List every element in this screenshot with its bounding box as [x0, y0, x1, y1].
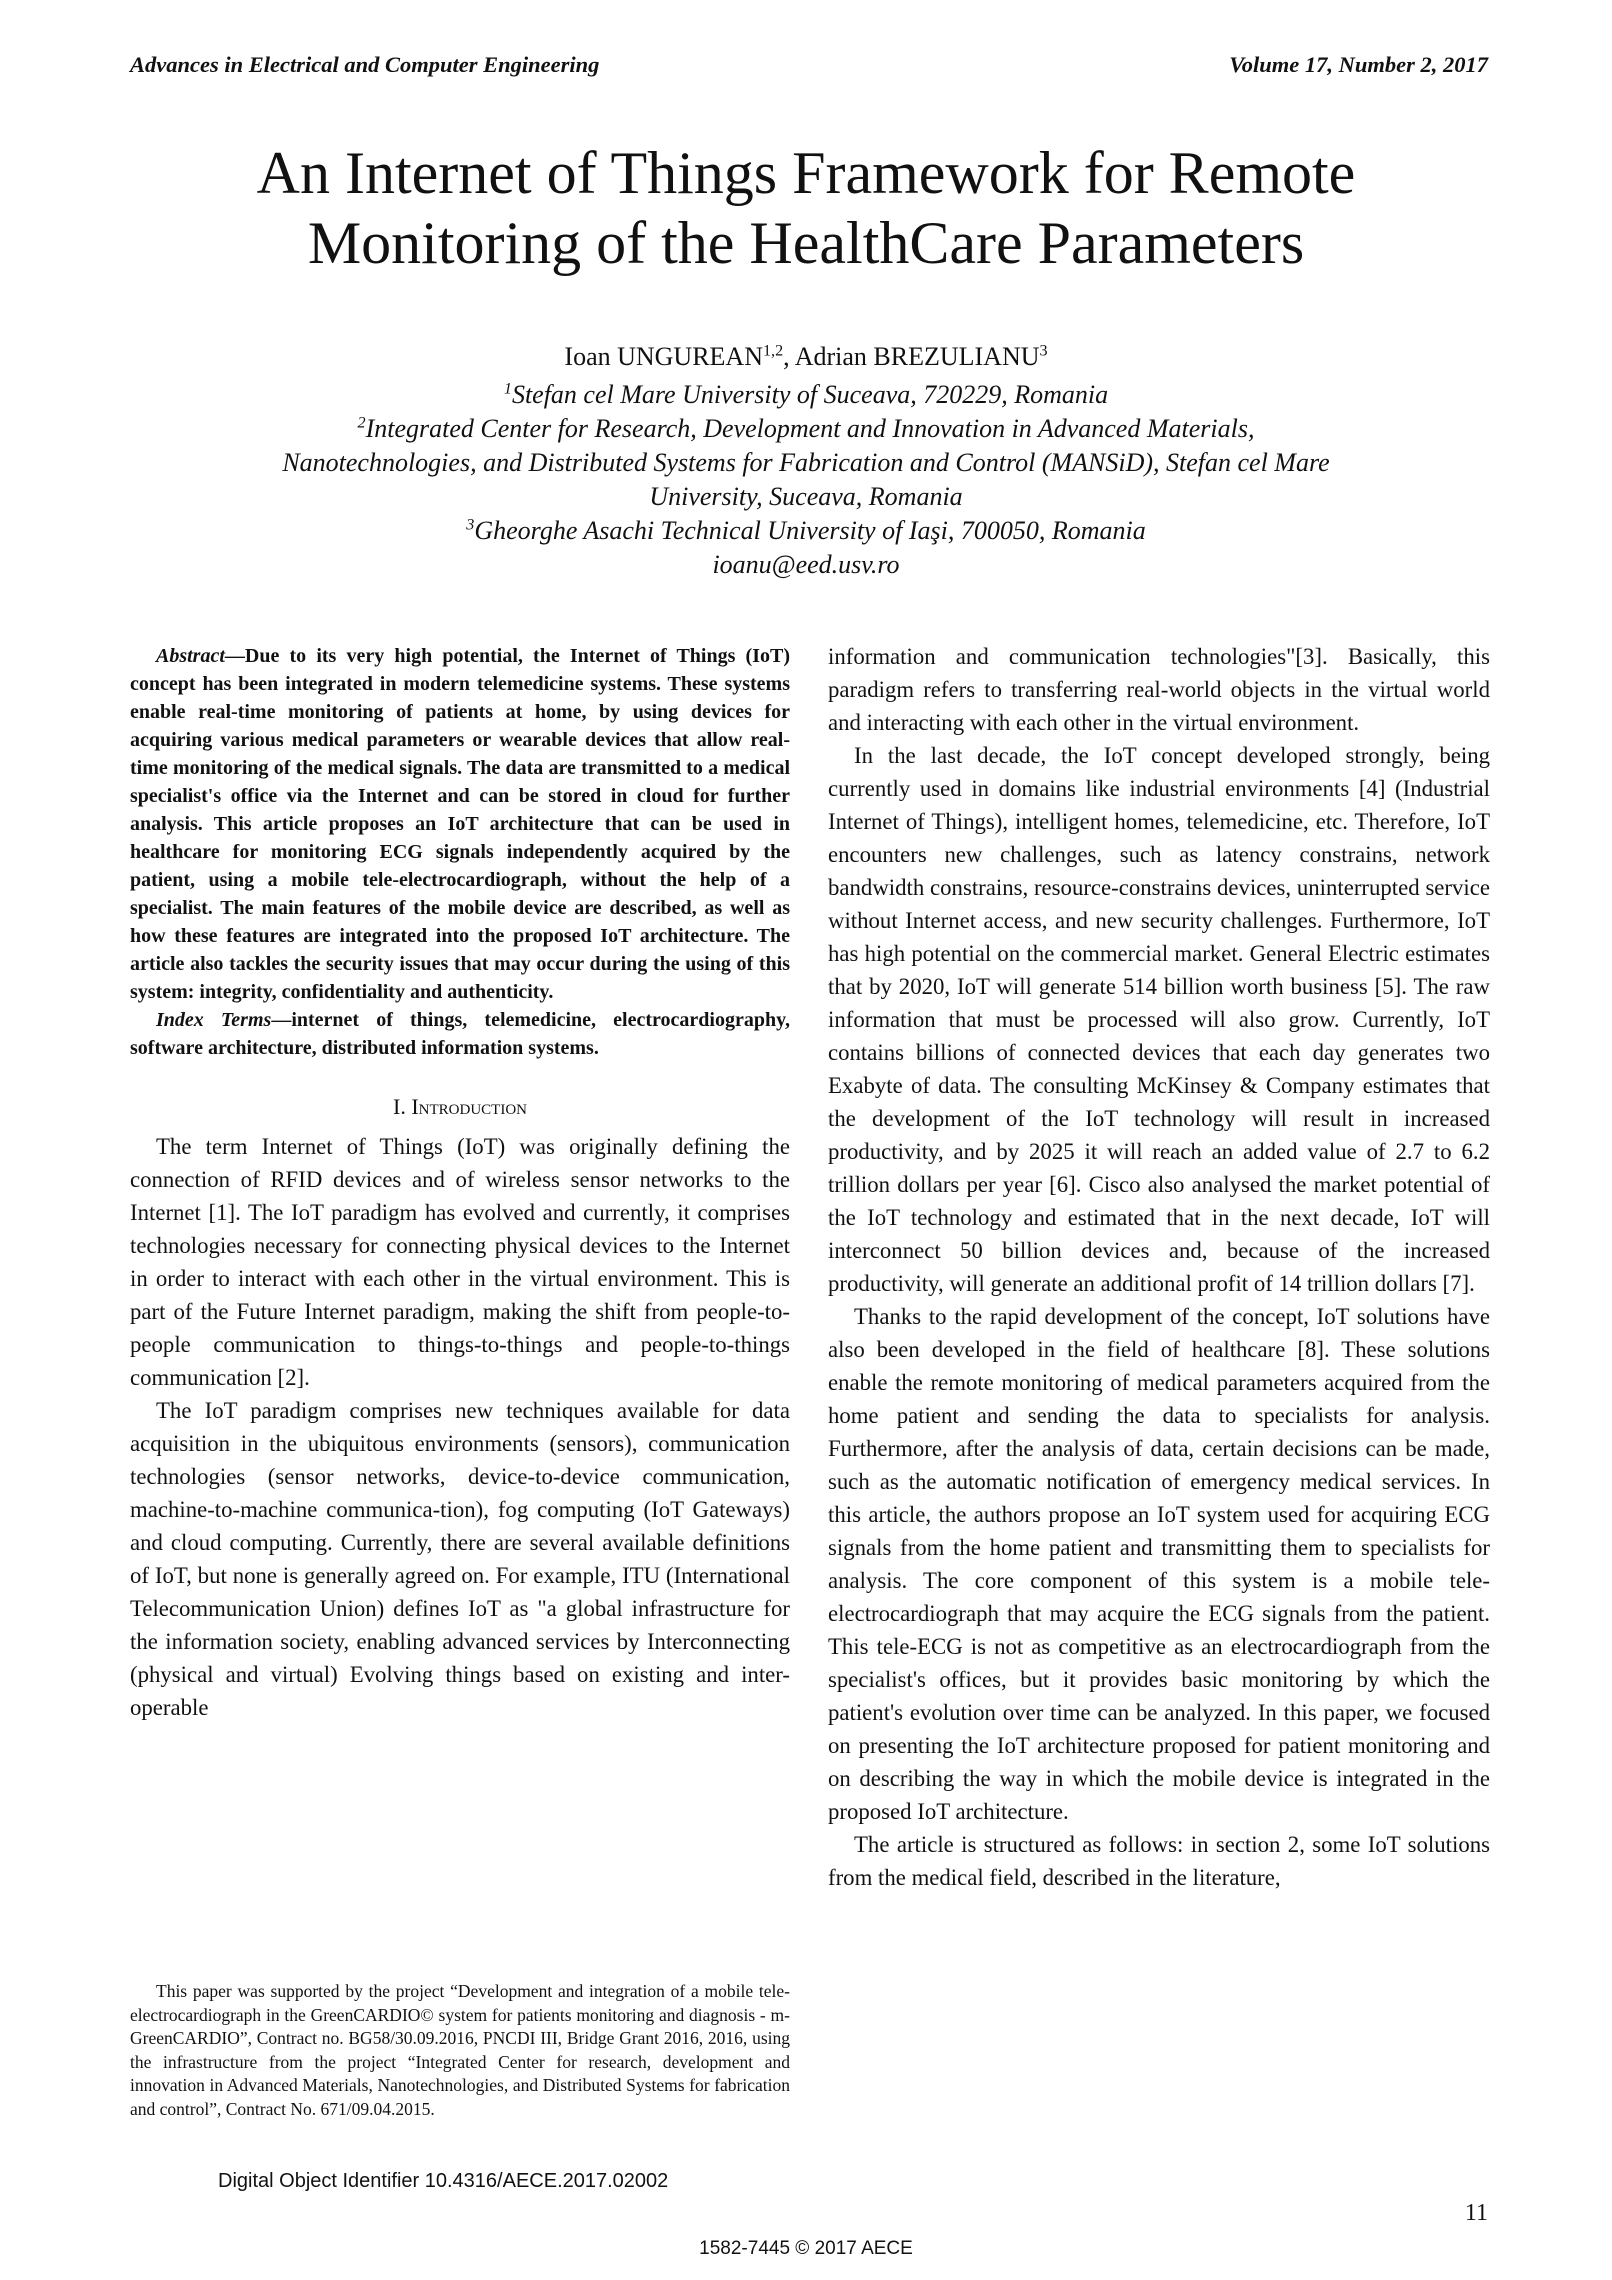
affiliation-3	[0, 514, 1612, 548]
index-terms	[130, 1006, 790, 1062]
author-1-affil: 1,2	[763, 342, 784, 360]
affiliation-2-number: 2	[357, 414, 366, 432]
section-heading-introduction	[130, 1092, 790, 1122]
affiliation-2-cont-2: University, Suceava, Romania	[649, 482, 963, 511]
left-column	[130, 642, 790, 1724]
right-column	[828, 640, 1490, 1894]
index-terms-text: internet of things, telemedicine, electrocardiography, software architecture, distributed information systems.	[130, 1009, 790, 1059]
author-list	[0, 340, 1612, 374]
body-paragraph: Thanks to the rapid development of the concept, IoT solutions have also been developed in the field of healthcare [8]. These solutions enable the remote monitoring of medical parameters acquired from the home patient and sending the data to specialists for analysis. Furthermore, after the analysis of data, certain decisions can be made, such as the automatic notification of emergency medical services. In this article, the authors propose an IoT system used for acquiring ECG signals from the home patient and transmitting them to specialists for analysis. The core component of this system is a mobile tele-electrocardiograph that may acquire the ECG signals from the patient. This tele-ECG is not as competitive as an electrocardiograph from the specialist's offices, but it provides basic monitoring by which the patient's evolution over time can be analyzed. In this paper, we focused on presenting the IoT architecture proposed for patient monitoring and on describing the way in which the mobile device is integrated in the proposed IoT architecture.	[828, 1304, 1490, 1824]
doi: Digital Object Identifier 10.4316/AECE.2017.02002	[218, 2170, 669, 2192]
affiliation-2	[0, 412, 1612, 446]
affiliation-3-number: 3	[466, 516, 475, 534]
abstract	[130, 642, 790, 1006]
affiliation-1-number: 1	[503, 380, 512, 398]
affiliations	[0, 378, 1612, 582]
affiliation-1-text: Stefan cel Mare University of Suceava, 720229, Romania	[511, 380, 1109, 409]
body-paragraph: information and communication technologies"[3]. Basically, this paradigm refers to transferring real-world objects in the virtual world and interacting with each other in the virtual environment.	[828, 644, 1490, 735]
index-terms-label: Index Terms	[156, 1009, 272, 1031]
section-number: I.	[393, 1094, 412, 1119]
affiliation-1	[0, 378, 1612, 412]
body-paragraph: In the last decade, the IoT concept developed strongly, being currently used in domains like industrial environments [4] (Industrial Internet of Things), intelligent homes, telemedicine, etc. Therefore, IoT encounters new challenges, such as latency constrains, network bandwidth constrains, resource-constrains devices, uninterrupted service without Internet access, and new security challenges. Furthermore, IoT has high potential on the commercial market. General Electric estimates that by 2020, IoT will generate 514 billion worth business [5]. The raw information that must be processed will also grow. Currently, IoT contains billions of connected devices that each day generates two Exabyte of data. The consulting McKinsey & Company estimates that the development of the IoT technology will result in increased productivity, and by 2025 it will reach an added value of 2.7 to 6.2 trillion dollars per year [6]. Cisco also analysed the market potential of the IoT technology and estimated that in the next decade, IoT will interconnect 50 billion devices and, because of the increased productivity, will generate an additional profit of 14 trillion dollars [7].	[828, 743, 1490, 1296]
body-paragraph: The IoT paradigm comprises new techniques available for data acquisition in the ubiquitous environments (sensors), communication technologies (sensor networks, device-to-device communication, machine-to-machine communica-tion), fog computing (IoT Gateways) and cloud computing. Currently, there are several available definitions of IoT, but none is generally agreed on. For example, ITU (International Telecommunication Union) defines IoT as "a global infrastructure for the information society, enabling advanced services by Interconnecting (physical and virtual) Evolving things based on existing and inter-operable	[130, 1398, 790, 1720]
section-title: Introduction	[411, 1094, 527, 1119]
journal-name: Advances in Electrical and Computer Engineering	[130, 52, 600, 77]
author-separator: ,	[783, 342, 795, 371]
author-email: ioanu@eed.usv.ro	[712, 550, 900, 579]
affiliation-2-line-1: Integrated Center for Research, Development and Innovation in Advanced Materials,	[365, 414, 1255, 443]
volume-info: Volume 17, Number 2, 2017	[1229, 52, 1488, 77]
paper-title	[0, 138, 1612, 278]
author-2-affil: 3	[1039, 342, 1048, 360]
body-paragraph: The article is structured as follows: in section 2, some IoT solutions from the medical field, described in the literature,	[828, 1832, 1490, 1890]
abstract-text: Due to its very high potential, the Internet of Things (IoT) concept has been integrated in modern telemedicine systems. These systems enable real-time monitoring of patients at home, by using devices for acquiring various medical parameters or wearable devices that allow real-time monitoring of the medical signals. The data are transmitted to a medical specialist's office via the Internet and can be stored in cloud for further analysis. This article proposes an IoT architecture that can be used in healthcare for monitoring ECG signals independently acquired by the patient, using a mobile tele-electrocardiograph, without the help of a specialist. The main features of the mobile device are described, as well as how these features are integrated into the proposed IoT architecture. The article also tackles the security issues that may occur during the using of this system: integrity, confidentiality and authenticity.	[130, 645, 790, 1003]
issn-copyright: 1582-7445 © 2017 AECE	[699, 2238, 913, 2259]
author-2: Adrian BREZULIANU	[794, 342, 1040, 371]
page-number: 11	[1464, 2200, 1488, 2226]
abstract-dash: —	[224, 645, 245, 667]
funding-footnote: This paper was supported by the project “Development and integration of a mobile tele-electrocardiograph in the GreenCARDIO© system for patients monitoring and diagnosis - m-GreenCARDIO”, Contract no. BG58/30.09.2016, PNCDI III, Bridge Grant 2016, 2016, using the infrastructure from the project “Integrated Center for research, development and innovation in Advanced Materials, Nanotechnologies, and Distributed Systems for fabrication and control”, Contract No. 671/09.04.2015.	[130, 1981, 790, 2119]
index-terms-dash: —	[271, 1009, 292, 1031]
abstract-label: Abstract	[156, 645, 225, 667]
title-line-2: Monitoring of the HealthCare Parameters	[307, 210, 1305, 276]
author-1: Ioan UNGUREAN	[564, 342, 763, 371]
title-line-1: An Internet of Things Framework for Remote	[256, 140, 1356, 206]
affiliation-2-cont: Nanotechnologies, and Distributed Systems for Fabrication and Control (MANSiD), Stefan cel Mare	[282, 448, 1330, 477]
body-paragraph: The term Internet of Things (IoT) was originally defining the connection of RFID devices and of wireless sensor networks to the Internet [1]. The IoT paradigm has evolved and currently, it comprises technologies necessary for connecting physical devices to the Internet in order to interact with each other in the virtual environment. This is part of the Future Internet paradigm, making the shift from people-to-people communication to things-to-things and people-to-things communication [2].	[130, 1134, 790, 1390]
affiliation-3-text: Gheorghe Asachi Technical University of Iaşi, 700050, Romania	[474, 516, 1146, 545]
